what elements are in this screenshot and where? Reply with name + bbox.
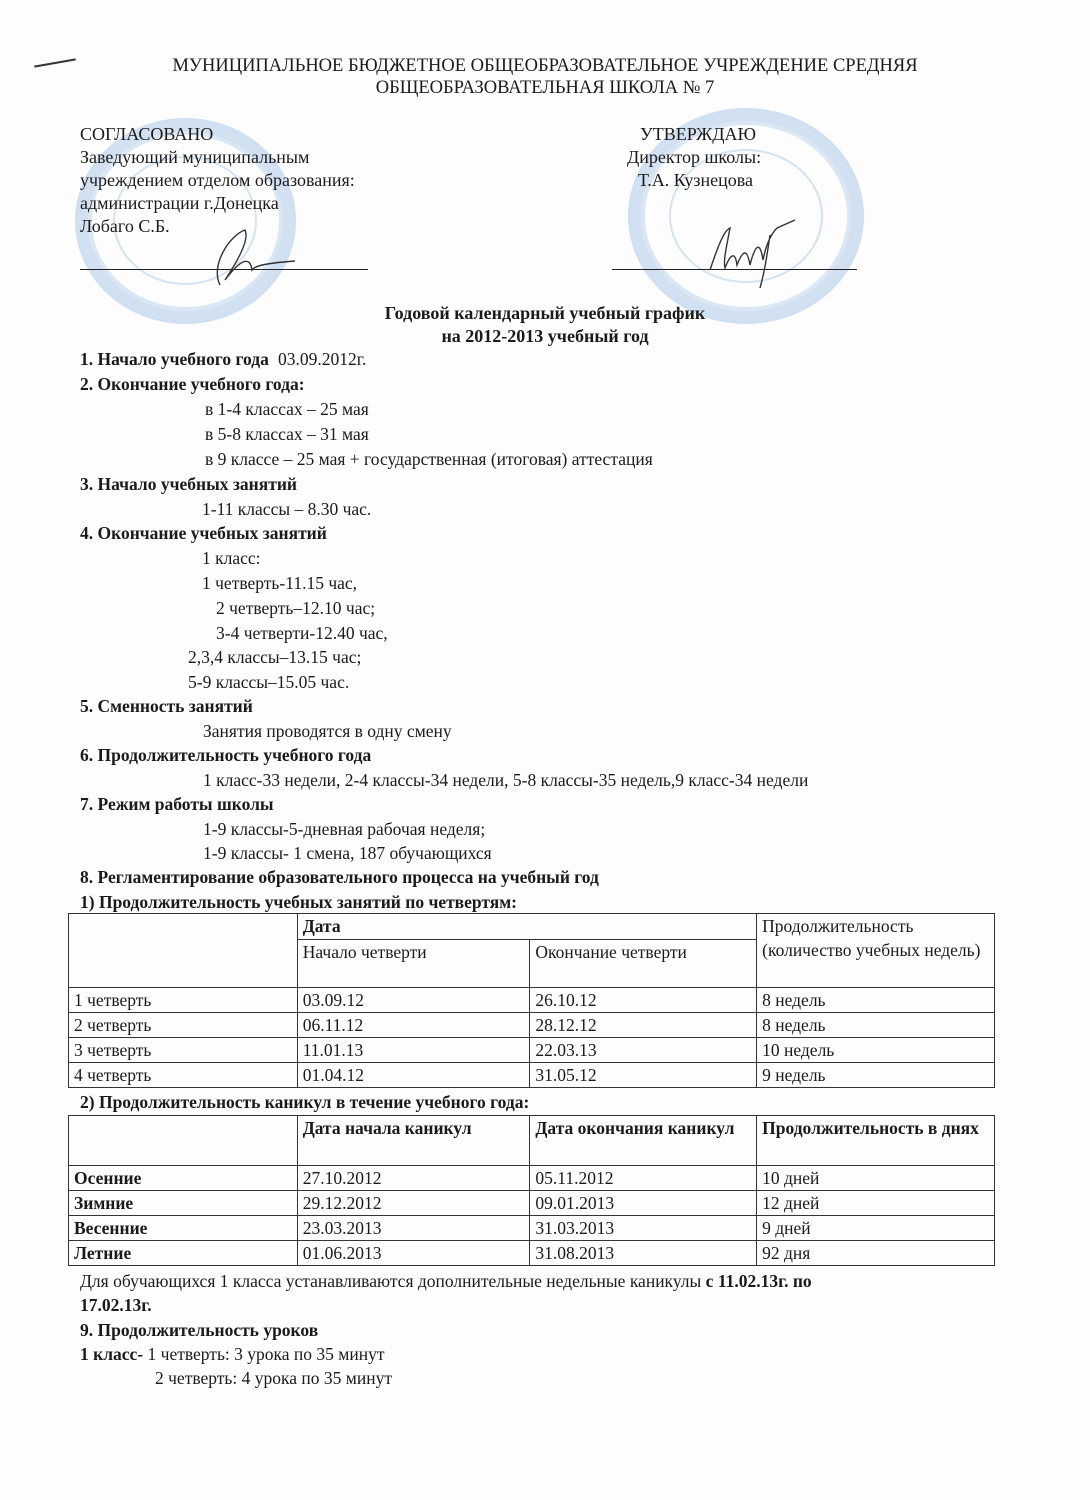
signature-left-icon (190, 225, 300, 295)
quarter-start: 06.11.12 (297, 1013, 530, 1038)
section-4-item: 1 класс: (202, 548, 261, 568)
table-row (69, 1038, 995, 1063)
section-8-sub2: 2) Продолжительность каникул в течение учебного года: (80, 1092, 530, 1112)
institution-name-line1: МУНИЦИПАЛЬНОЕ БЮДЖЕТНОЕ ОБЩЕОБРАЗОВАТЕЛЬНОЕ УЧРЕЖДЕНИЕ СРЕДНЯЯ (172, 56, 918, 76)
column-header-duration: Продолжительность в днях (757, 1116, 995, 1166)
lesson-duration-item: 1 четверть: 3 урока по 35 минут (147, 1344, 385, 1364)
quarter-name: 4 четверть (69, 1063, 298, 1088)
section-2-item: в 5-8 классах – 31 мая (205, 424, 369, 444)
column-header-end: Дата окончания каникул (530, 1116, 757, 1166)
table-row (69, 988, 995, 1013)
document-subtitle: на 2012-2013 учебный год (441, 326, 649, 346)
approval-left-line: Лобаго С.Б. (80, 216, 170, 236)
holiday-name: Осенние (69, 1166, 298, 1191)
holiday-start: 23.03.2013 (297, 1216, 530, 1241)
section-7-item: 1-9 классы-5-дневная рабочая неделя; (203, 819, 486, 839)
section-4-item: 2,3,4 классы–13.15 час; (188, 647, 362, 667)
section-1-value: 03.09.2012г. (278, 349, 367, 369)
approval-right-line: Т.А. Кузнецова (638, 170, 753, 190)
section-6-item: 1 класс-33 недели, 2-4 классы-34 недели, 5-8 классы-35 недель,9 класс-34 недели (203, 770, 809, 790)
section-8-sub1: 1) Продолжительность учебных занятий по четвертям: (80, 892, 517, 912)
note-date-end: 17.02.13г. (80, 1295, 152, 1315)
table-row (69, 1191, 995, 1216)
section-4-item: 3-4 четверти-12.40 час, (216, 623, 388, 643)
quarter-duration: 10 недель (757, 1038, 995, 1063)
holiday-name: Летние (69, 1241, 298, 1266)
section-2-item: в 1-4 классах – 25 мая (205, 399, 369, 419)
column-header-end: Окончание четверти (530, 940, 757, 988)
table-row (69, 1063, 995, 1088)
quarter-duration: 8 недель (757, 1013, 995, 1038)
table-row (69, 1013, 995, 1038)
section-4-item: 1 четверть-11.15 час, (202, 573, 358, 593)
holiday-duration: 9 дней (757, 1216, 995, 1241)
approval-right-line: Директор школы: (627, 147, 762, 167)
approval-left-line: учреждением отделом образования: (80, 170, 355, 190)
section-4-heading: 4. Окончание учебных занятий (80, 523, 327, 543)
holidays-table (68, 1115, 995, 1266)
column-header-start: Дата начала каникул (297, 1116, 530, 1166)
table-corner-cell (69, 914, 298, 988)
quarter-start: 01.04.12 (297, 1063, 530, 1088)
holiday-name: Зимние (69, 1191, 298, 1216)
first-grade-holiday-note (80, 1271, 812, 1292)
section-7-item: 1-9 классы- 1 смена, 187 обучающихся (203, 843, 492, 863)
class-label: 1 класс- (80, 1344, 144, 1364)
column-header-date: Дата (297, 914, 756, 940)
holiday-end: 31.03.2013 (530, 1216, 757, 1241)
quarter-end: 31.05.12 (530, 1063, 757, 1088)
section-7-heading: 7. Режим работы школы (80, 794, 274, 814)
table-corner-cell (69, 1116, 298, 1166)
approval-right-title: УТВЕРЖДАЮ (640, 124, 757, 144)
section-2-item: в 9 классе – 25 мая + государственная (итоговая) аттестация (205, 449, 653, 469)
section-8-heading: 8. Регламентирование образовательного процесса на учебный год (80, 867, 599, 887)
section-3-heading: 3. Начало учебных занятий (80, 474, 297, 494)
quarter-start: 03.09.12 (297, 988, 530, 1013)
holiday-duration: 12 дней (757, 1191, 995, 1216)
section-4-item: 2 четверть–12.10 час; (216, 598, 376, 618)
quarter-duration: 9 недель (757, 1063, 995, 1088)
approval-left-line: Заведующий муниципальным (80, 147, 310, 167)
section-2-heading: 2. Окончание учебного года: (80, 374, 305, 394)
section-5-item: Занятия проводятся в одну смену (203, 721, 452, 741)
approval-left-line: администрации г.Донецка (80, 193, 279, 213)
note-text: Для обучающихся 1 класса устанавливаются дополнительные недельные каникулы (80, 1271, 706, 1291)
institution-name-line2: ОБЩЕОБРАЗОВАТЕЛЬНАЯ ШКОЛА № 7 (375, 78, 715, 98)
holiday-duration: 10 дней (757, 1166, 995, 1191)
table-row (69, 1241, 995, 1266)
section-9-line (80, 1344, 385, 1365)
approval-left-title: СОГЛАСОВАНО (80, 124, 214, 144)
table-row (69, 1216, 995, 1241)
signature-right-icon (695, 210, 805, 290)
document-title: Годовой календарный учебный график (384, 303, 706, 323)
note-date-range: с 11.02.13г. по (705, 1271, 812, 1291)
section-5-heading: 5. Сменность занятий (80, 696, 253, 716)
holiday-name: Весенние (69, 1216, 298, 1241)
section-9-heading: 9. Продолжительность уроков (80, 1320, 319, 1340)
column-header-duration: Продолжительность (количество учебных недель) (757, 914, 995, 988)
holiday-start: 01.06.2013 (297, 1241, 530, 1266)
holiday-end: 09.01.2013 (530, 1191, 757, 1216)
holiday-end: 05.11.2012 (530, 1166, 757, 1191)
section-3-item: 1-11 классы – 8.30 час. (202, 499, 372, 519)
quarters-table (68, 913, 995, 1088)
table-row (69, 1166, 995, 1191)
quarter-name: 2 четверть (69, 1013, 298, 1038)
quarter-start: 11.01.13 (297, 1038, 530, 1063)
section-6-heading: 6. Продолжительность учебного года (80, 745, 372, 765)
quarter-name: 3 четверть (69, 1038, 298, 1063)
holiday-start: 27.10.2012 (297, 1166, 530, 1191)
holiday-end: 31.08.2013 (530, 1241, 757, 1266)
quarter-end: 22.03.13 (530, 1038, 757, 1063)
column-header-start: Начало четверти (297, 940, 530, 988)
section-4-item: 5-9 классы–15.05 час. (188, 672, 350, 692)
lesson-duration-item: 2 четверть: 4 урока по 35 минут (155, 1368, 392, 1388)
section-1-heading: 1. Начало учебного года (80, 349, 269, 369)
quarter-duration: 8 недель (757, 988, 995, 1013)
quarter-end: 26.10.12 (530, 988, 757, 1013)
quarter-name: 1 четверть (69, 988, 298, 1013)
holiday-duration: 92 дня (757, 1241, 995, 1266)
holiday-start: 29.12.2012 (297, 1191, 530, 1216)
quarter-end: 28.12.12 (530, 1013, 757, 1038)
